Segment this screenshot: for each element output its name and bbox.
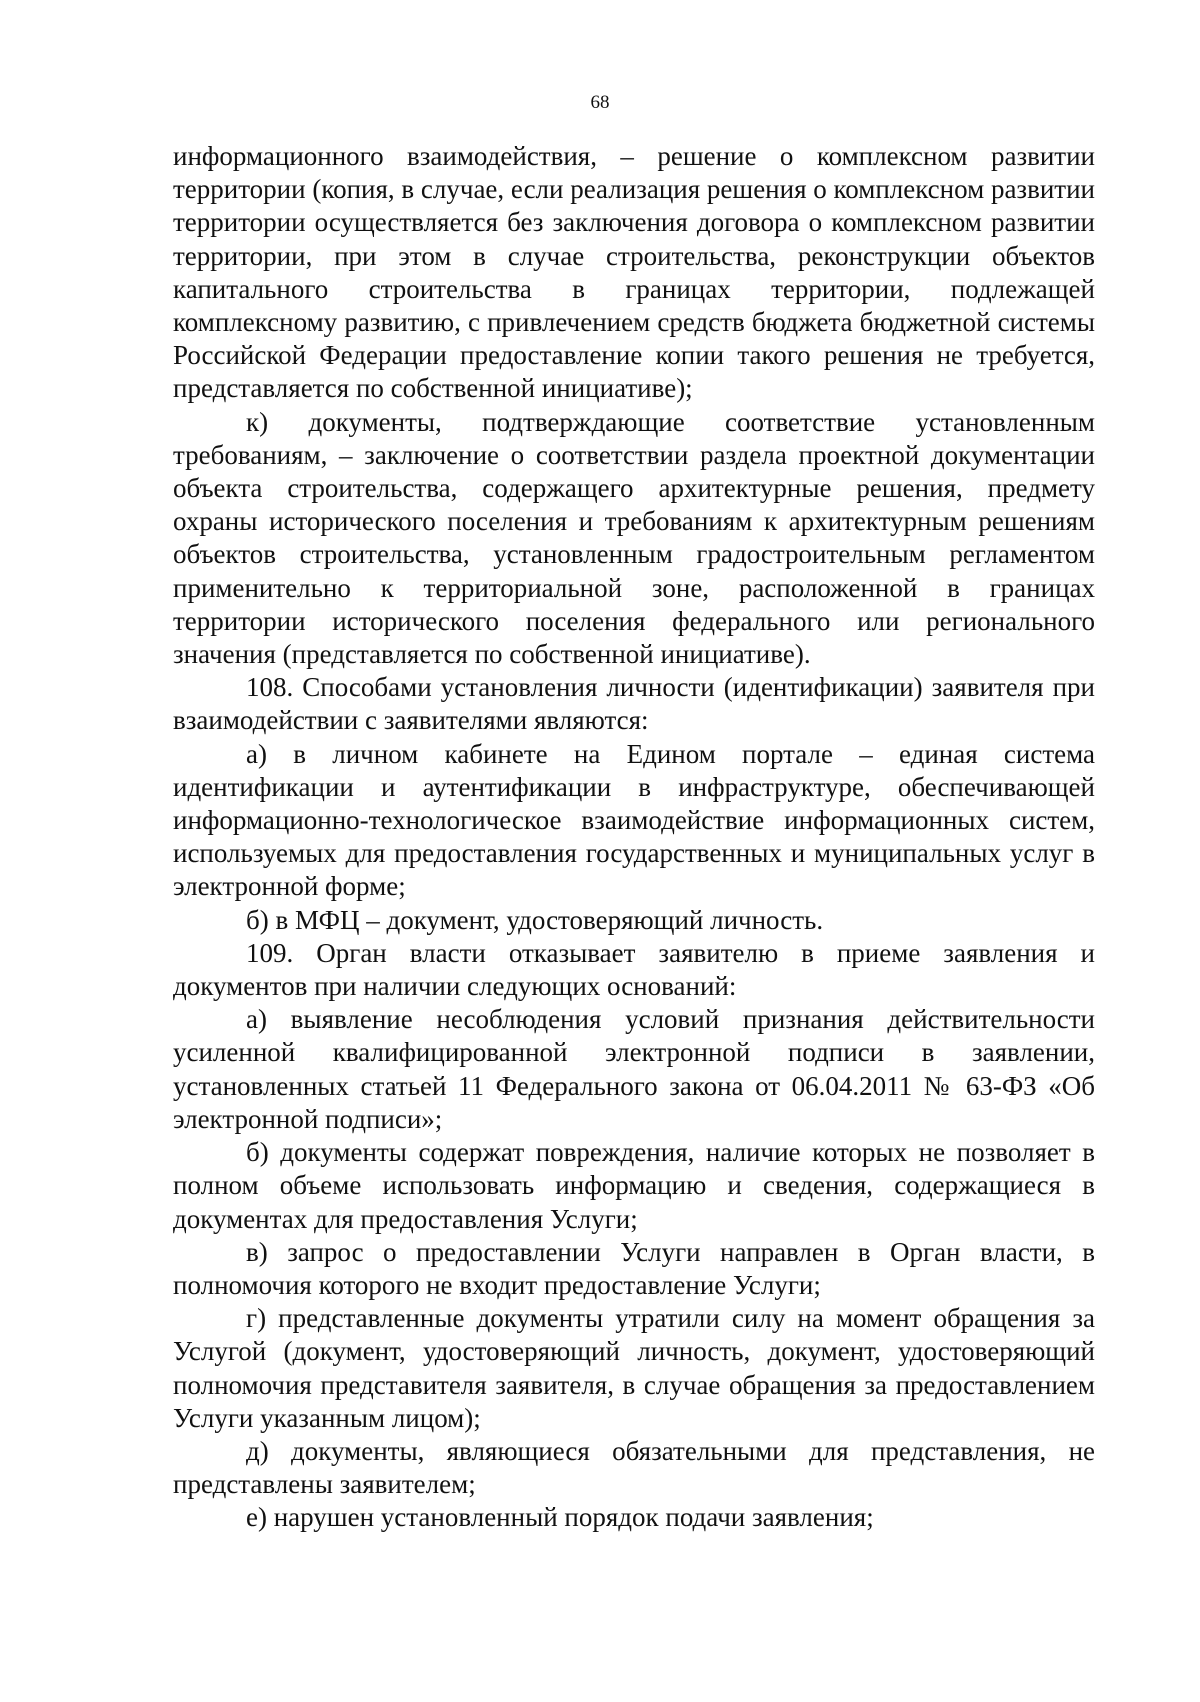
paragraph-108-b: б) в МФЦ – документ, удостоверяющий личность.	[246, 904, 824, 935]
paragraph-item-k: к) документы, подтверждающие соответствие установленным требованиям, – заключение о соответствии раздела проектной документации объекта строительства, содержащего архитектурные решения, предмету охраны исторического поселения и требованиям к архитектурным решениям объектов строительства, установленным градостроительным регламентом применительно к территориальной зоне, расположенной в границах территории исторического поселения федерального или регионального значения (представляется по собственной инициативе).	[173, 406, 1095, 670]
paragraph-109-e: е) нарушен установленный порядок подачи заявления;	[246, 1502, 874, 1533]
paragraph-continuation: информационного взаимодействия, – решение о комплексном развитии территории (копия, в случае, если реализация решения о комплексном развитии территории осуществляется без заключения договора о комплексном развитии территории, при этом в случае строительства, реконструкции объектов капитального строительства в границах территории, подлежащей комплексному развитию, с привлечением средств бюджета бюджетной системы Российской Федерации предоставление копии такого решения не требуется, представляется по собственной инициативе);	[173, 141, 1095, 404]
page-number: 68	[590, 92, 610, 113]
document-body	[173, 140, 1095, 1535]
paragraph-109-g: г) представленные документы утратили силу на момент обращения за Услугой (документ, удостоверяющий личность, документ, удостоверяющий полномочия представителя заявителя, в случае обращения за предоставлением Услуги указанным лицом);	[173, 1303, 1095, 1433]
paragraph-109-a: а) выявление несоблюдения условий признания действительности усиленной квалифицированной электронной подписи в заявлении, установленных статьей 11 Федерального закона от 06.04.2011 № 63-ФЗ «Об электронной подписи»;	[173, 1004, 1095, 1134]
paragraph-109-v: в) запрос о предоставлении Услуги направлен в Орган власти, в полномочия которого не входит предоставление Услуги;	[173, 1236, 1095, 1300]
paragraph-109-b: б) документы содержат повреждения, наличие которых не позволяет в полном объеме использовать информацию и сведения, содержащиеся в документах для предоставления Услуги;	[173, 1137, 1095, 1234]
paragraph-109-d: д) документы, являющиеся обязательными для представления, не представлены заявителем;	[173, 1435, 1095, 1500]
paragraph-108: 108. Способами установления личности (идентификации) заявителя при взаимодействии с заявителями являются:	[173, 672, 1095, 736]
paragraph-109: 109. Орган власти отказывает заявителю в приеме заявления и документов при наличии следующих оснований:	[173, 937, 1095, 1002]
paragraph-108-a: а) в личном кабинете на Едином портале – единая система идентификации и аутентификации в инфраструктуре, обеспечивающей информационно-технологическое взаимодействие информационных систем, используемых для предоставления государственных и муниципальных услуг в электронной форме;	[173, 738, 1095, 902]
